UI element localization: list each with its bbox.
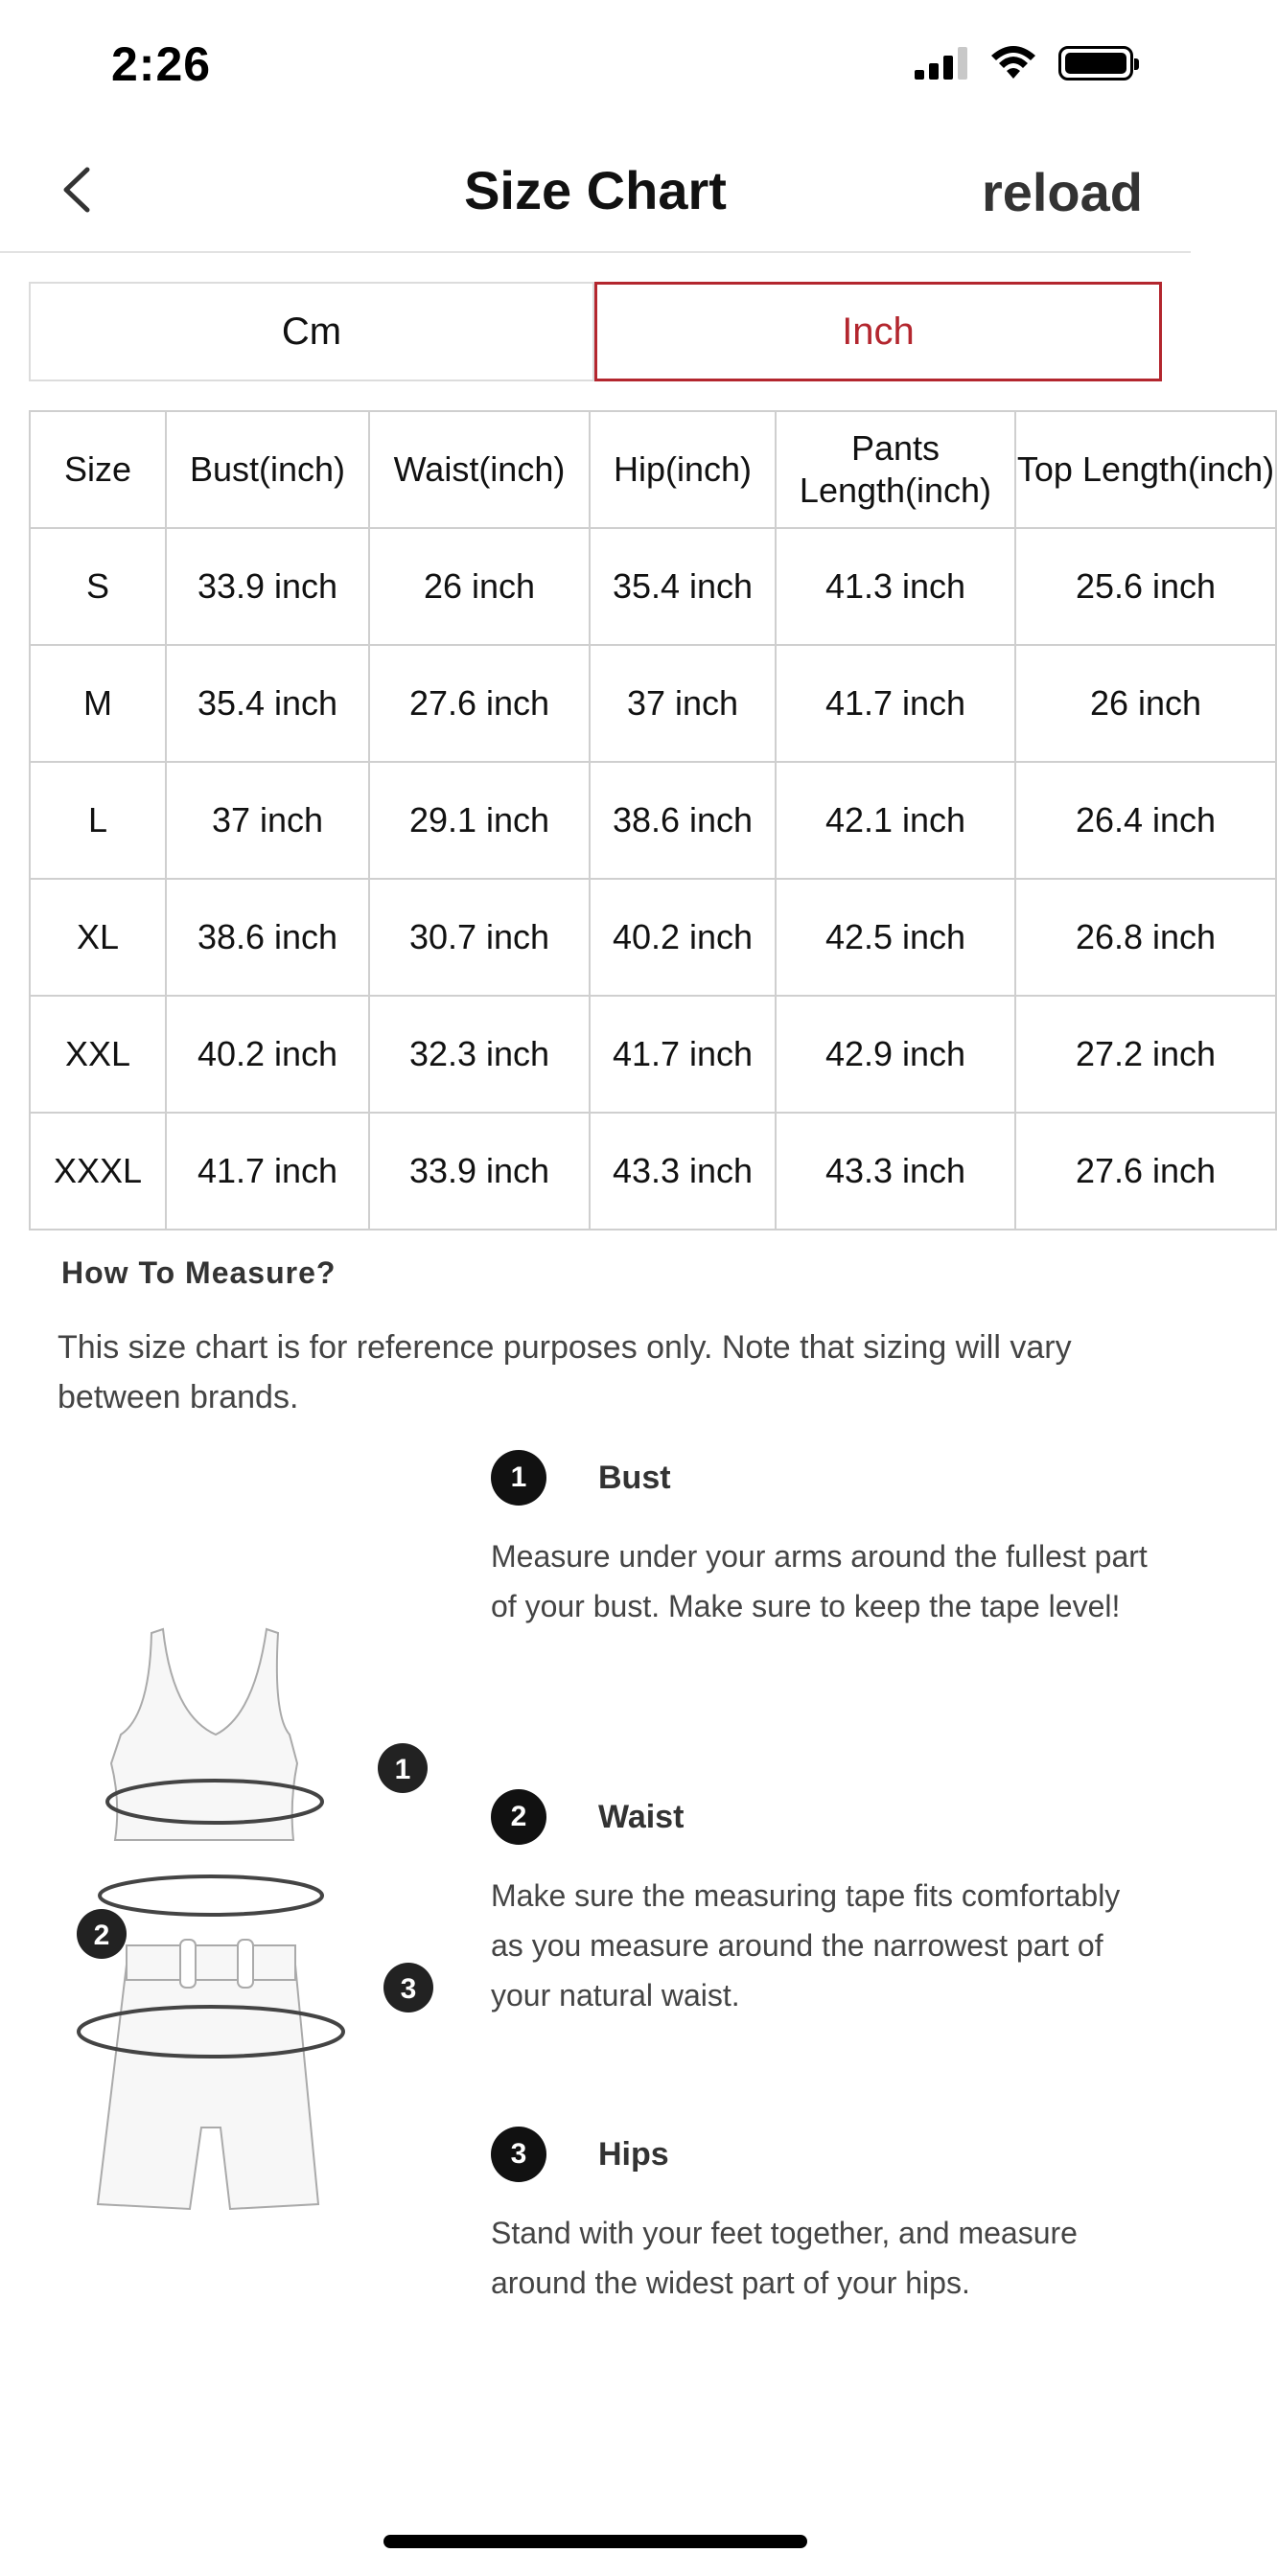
figure-marker-2: 2	[93, 1920, 110, 1951]
home-indicator[interactable]	[383, 2535, 807, 2548]
size-table-container[interactable]	[29, 410, 1275, 1230]
unit-tabs	[29, 282, 1162, 381]
table-cell: 37 inch	[166, 762, 369, 879]
table-cell: 33.9 inch	[166, 528, 369, 645]
table-cell: 26 inch	[369, 528, 590, 645]
column-header: Size	[30, 411, 166, 528]
table-cell: 42.9 inch	[776, 996, 1015, 1113]
table-cell: 42.5 inch	[776, 879, 1015, 996]
body-measurement-figure	[67, 1610, 451, 2262]
table-cell: S	[30, 528, 166, 645]
table-cell: 26.8 inch	[1015, 879, 1276, 996]
status-icons	[915, 46, 1133, 80]
table-cell: 42.1 inch	[776, 762, 1015, 879]
page-title: Size Chart	[464, 160, 727, 220]
measure-description: Make sure the measuring tape fits comfortably as you measure around the narrowest part of your natural waist.	[491, 1878, 1121, 2012]
table-cell: 41.7 inch	[166, 1113, 369, 1230]
wifi-icon	[989, 46, 1037, 80]
chevron-left-icon	[60, 166, 93, 214]
measure-item-hips	[491, 2126, 1152, 2308]
measure-name: Bust	[598, 1459, 671, 1496]
table-cell: 41.7 inch	[590, 996, 776, 1113]
column-header: Pants Length(inch)	[776, 411, 1015, 528]
number-badge: 2	[491, 1789, 546, 1845]
table-cell: 38.6 inch	[590, 762, 776, 879]
battery-icon	[1058, 46, 1133, 80]
table-cell: XXXL	[30, 1113, 166, 1230]
status-bar	[0, 0, 1191, 126]
table-header-row	[30, 411, 1276, 528]
table-cell: 40.2 inch	[590, 879, 776, 996]
table-cell: 25.6 inch	[1015, 528, 1276, 645]
table-cell: 27.2 inch	[1015, 996, 1276, 1113]
signal-icon	[915, 47, 968, 80]
table-cell: M	[30, 645, 166, 762]
table-cell: 40.2 inch	[166, 996, 369, 1113]
status-time: 2:26	[111, 37, 212, 91]
table-cell: L	[30, 762, 166, 879]
table-cell: 41.3 inch	[776, 528, 1015, 645]
measure-name: Waist	[598, 1798, 685, 1835]
table-cell: 38.6 inch	[166, 879, 369, 996]
table-cell: 43.3 inch	[776, 1113, 1015, 1230]
measure-description: Measure under your arms around the fullest part of your bust. Make sure to keep the tape level!	[491, 1539, 1148, 1623]
table-cell: 32.3 inch	[369, 996, 590, 1113]
column-header: Hip(inch)	[590, 411, 776, 528]
table-cell: 35.4 inch	[590, 528, 776, 645]
column-header: Bust(inch)	[166, 411, 369, 528]
how-to-measure-title: How To Measure?	[61, 1255, 337, 1290]
table-cell: 29.1 inch	[369, 762, 590, 879]
measure-item-bust	[491, 1449, 1152, 1631]
table-cell: 26.4 inch	[1015, 762, 1276, 879]
table-cell: 27.6 inch	[1015, 1113, 1276, 1230]
measure-item-waist	[491, 1788, 1152, 2020]
table-row	[30, 645, 1276, 762]
reload-button[interactable]: reload	[981, 162, 1143, 222]
column-header: Waist(inch)	[369, 411, 590, 528]
table-row	[30, 996, 1276, 1113]
table-cell: 30.7 inch	[369, 879, 590, 996]
table-cell: 37 inch	[590, 645, 776, 762]
table-cell: 41.7 inch	[776, 645, 1015, 762]
table-cell: 33.9 inch	[369, 1113, 590, 1230]
table-row	[30, 528, 1276, 645]
how-to-measure-intro: This size chart is for reference purposes only. Note that sizing will vary between brands.	[58, 1329, 1072, 1415]
table-row	[30, 762, 1276, 879]
figure-marker-3: 3	[400, 1973, 417, 2005]
number-badge: 1	[491, 1450, 546, 1506]
table-cell: 43.3 inch	[590, 1113, 776, 1230]
table-cell: 26 inch	[1015, 645, 1276, 762]
nav-bar	[0, 126, 1191, 253]
back-button[interactable]	[46, 159, 107, 220]
table-cell: 27.6 inch	[369, 645, 590, 762]
table-row	[30, 1113, 1276, 1230]
column-header: Top Length(inch)	[1015, 411, 1276, 528]
figure-marker-1: 1	[394, 1754, 411, 1785]
table-row	[30, 879, 1276, 996]
table-cell: 35.4 inch	[166, 645, 369, 762]
table-cell: XL	[30, 879, 166, 996]
measure-description: Stand with your feet together, and measure around the widest part of your hips.	[491, 2216, 1078, 2300]
tab-cm[interactable]: Cm	[29, 282, 594, 381]
tab-inch[interactable]: Inch	[594, 282, 1162, 381]
measure-name: Hips	[598, 2135, 669, 2173]
size-table	[29, 410, 1277, 1230]
number-badge: 3	[491, 2127, 546, 2182]
table-cell: XXL	[30, 996, 166, 1113]
